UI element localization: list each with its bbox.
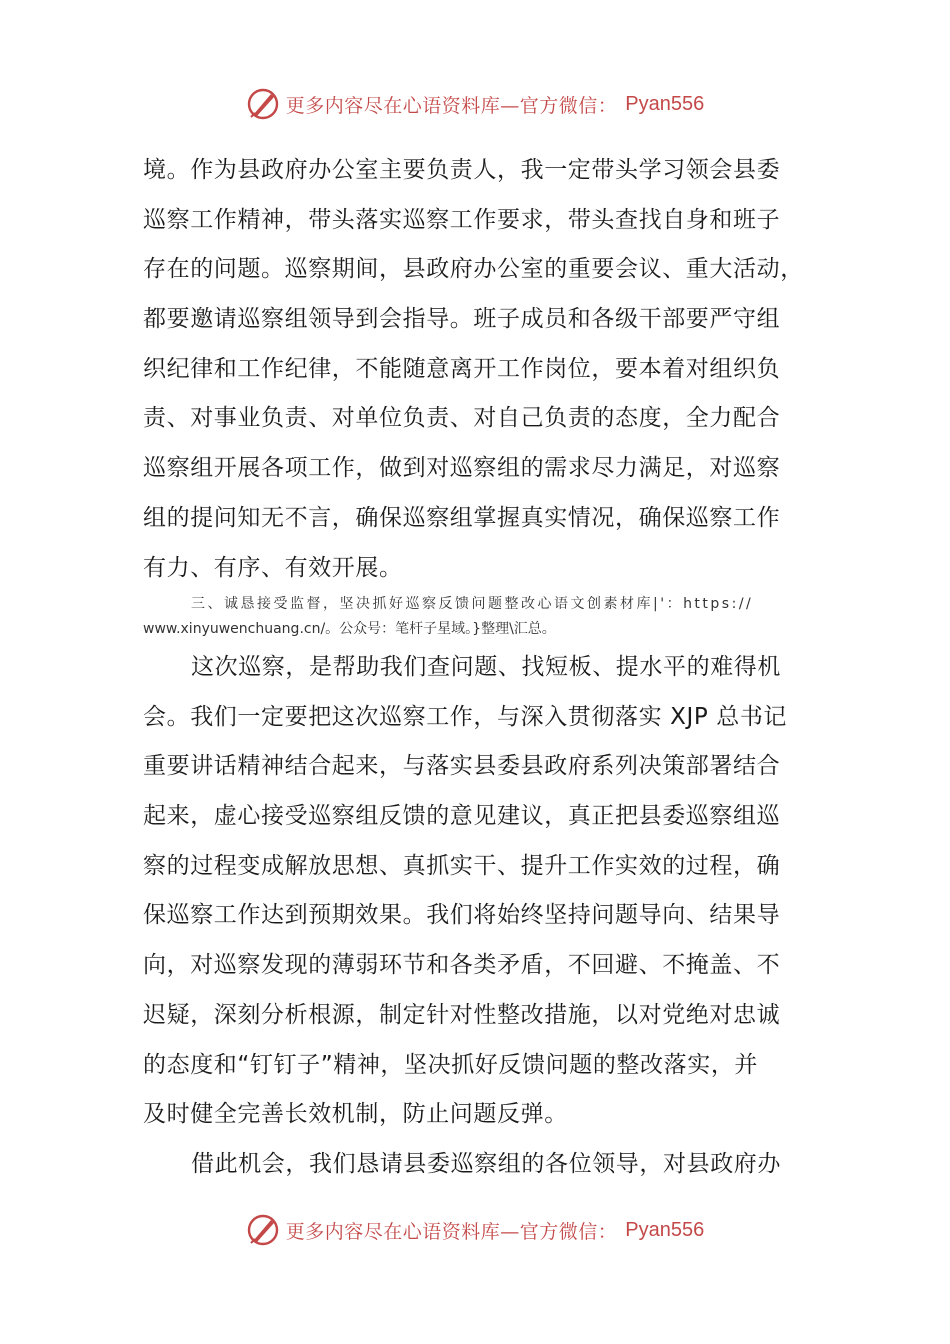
- paragraph-line: 巡察工作精神，带头落实巡察工作要求，带头查找自身和班子: [143, 206, 781, 233]
- paragraph-2: [143, 643, 808, 1190]
- paragraph-line: 保巡察工作达到预期效果。我们将始终坚持问题导向、结果导: [143, 902, 781, 929]
- paragraph-line: 这次巡察，是帮助我们查问题、找短板、提水平的难得机: [191, 654, 781, 680]
- paragraph-line: 责、对事业负责、对单位负责、对自己负责的态度，全力配合: [143, 405, 781, 432]
- paragraph-line: 及时健全完善长效机制，防止问题反弹。: [143, 1101, 568, 1128]
- paragraph-line: 组的提问知无不言，确保巡察组掌握真实情况，确保巡察工作: [143, 504, 781, 531]
- header-banner: [0, 84, 950, 124]
- paragraph-line: 会。我们一定要把这次巡察工作，与深入贯彻落实 XJP 总书记: [143, 703, 788, 730]
- paragraph-line: 迟疑，深刻分析根源，制定针对性整改措施，以对党绝对忠诚: [143, 1001, 781, 1028]
- paragraph-line: 织纪律和工作纪律，不能随意离开工作岗位，要本着对组织负: [143, 355, 781, 382]
- paragraph-line: 借此机会，我们恳请县委巡察组的各位领导，对县政府办: [191, 1150, 781, 1177]
- paragraph-line: 都要邀请巡察组领导到会指导。班子成员和各级干部要严守组: [143, 306, 781, 333]
- banner-wechat-id: Pyan556: [625, 92, 705, 115]
- banner-text: 更多内容尽在心语资料库—官方微信：: [285, 1220, 618, 1243]
- paragraph-line: 起来，虚心接受巡察组反馈的意见建议，真正把县委巡察组巡: [143, 803, 781, 830]
- paragraph-line: 境。作为县政府办公室主要负责人，我一定带头学习领会县委: [143, 157, 781, 183]
- paragraph-line: 的态度和“钉钉子”精神，坚决抓好反馈问题的整改落实，并: [143, 1051, 759, 1078]
- paragraph-1: [143, 146, 808, 593]
- quill-pen-circle-icon: [246, 87, 280, 121]
- paragraph-line: 巡察组开展各项工作，做到对巡察组的需求尽力满足，对巡察: [143, 455, 781, 482]
- quill-pen-circle-icon: [246, 1213, 280, 1247]
- banner-wechat-id: Pyan556: [625, 1218, 705, 1241]
- paragraph-line: 向，对巡察发现的薄弱环节和各类矛盾，不回避、不掩盖、不: [143, 952, 781, 979]
- paragraph-line: 察的过程变成解放思想、真抓实干、提升工作实效的过程，确: [143, 852, 781, 879]
- banner-text: 更多内容尽在心语资料库—官方微信：: [285, 94, 618, 117]
- paragraph-line: 存在的问题。巡察期间，县政府办公室的重要会议、重大活动，: [143, 256, 804, 283]
- paragraph-line: 重要讲话精神结合起来，与落实县委县政府系列决策部署结合: [143, 753, 781, 780]
- section-heading-line: 三、诚恳接受监督，坚决抓好巡察反馈问题整改心语文创素材库|'：https://: [191, 596, 754, 612]
- section-heading-line: www.xinyuwenchuang.cn/。公众号：笔杆子星域。}整理\汇总。: [143, 621, 556, 637]
- section-heading-note: [143, 592, 808, 642]
- footer-banner: [0, 1210, 950, 1250]
- paragraph-line: 有力、有序、有效开展。: [143, 554, 403, 581]
